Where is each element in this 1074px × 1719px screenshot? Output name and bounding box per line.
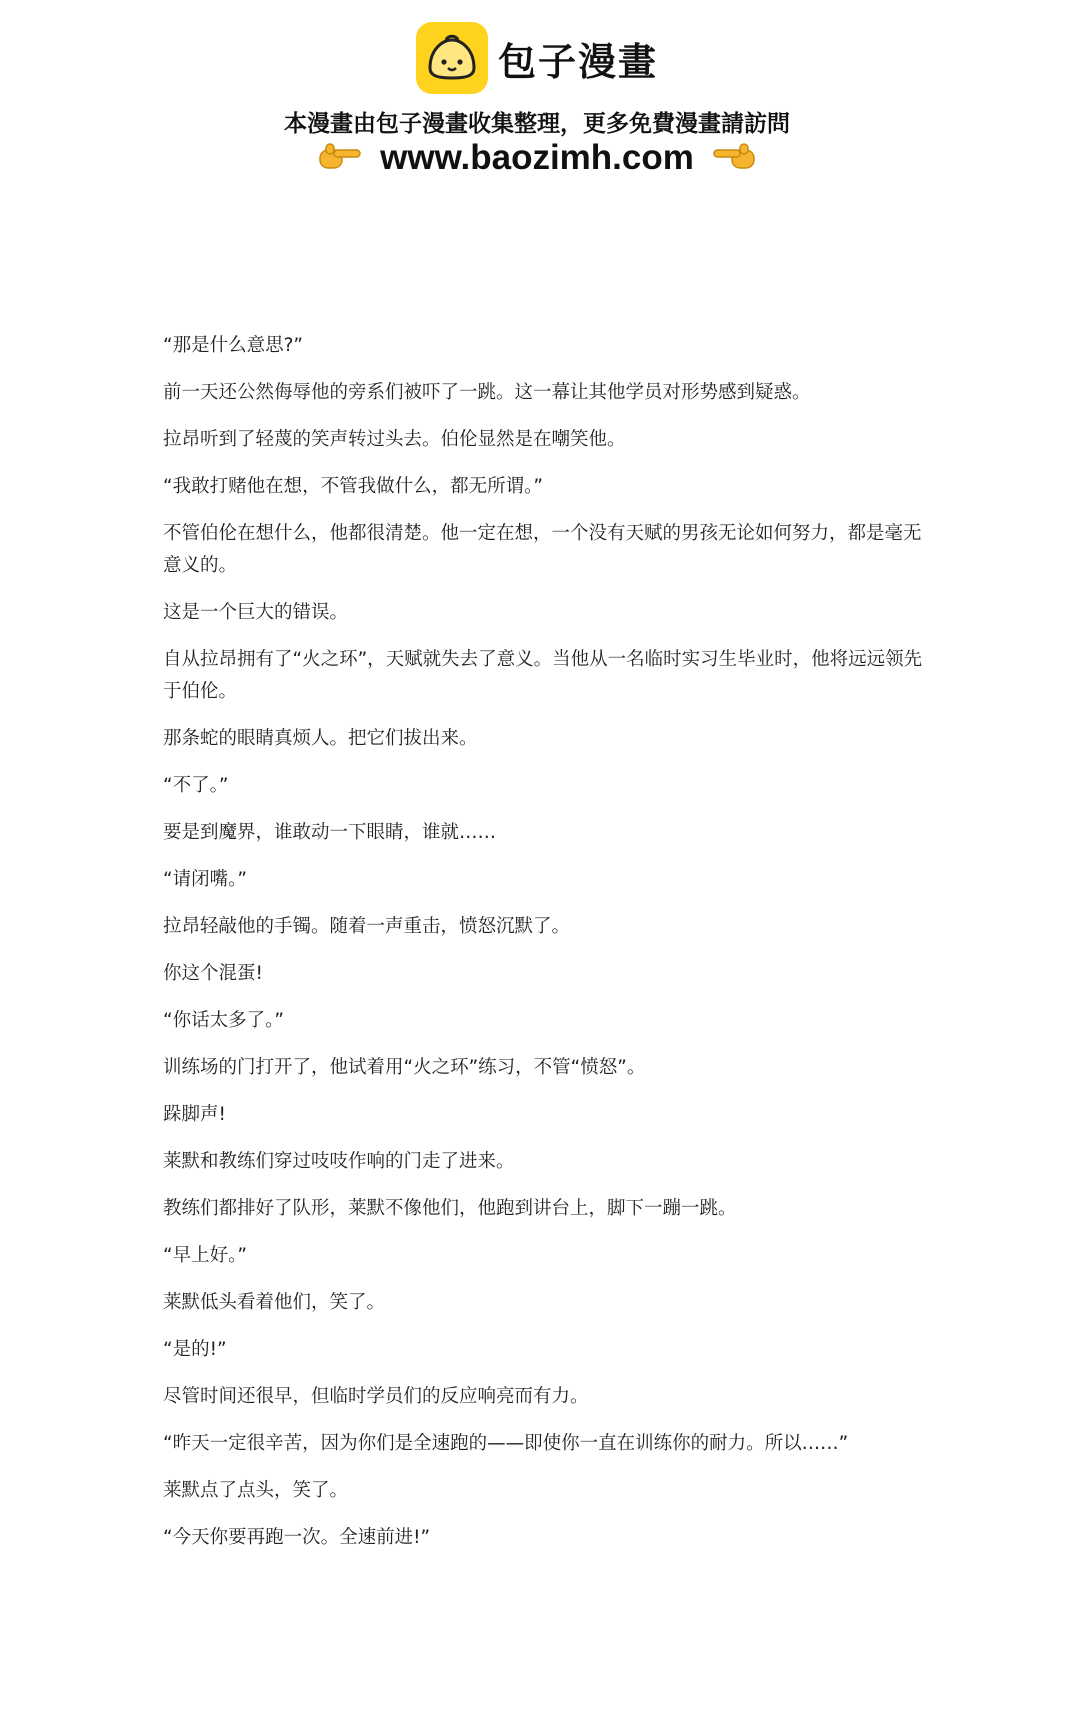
paragraph: 教练们都排好了队形，莱默不像他们，他跑到讲台上，脚下一蹦一跳。 (163, 1198, 737, 1219)
paragraph: 拉昂听到了轻蔑的笑声转过头去。伯伦显然是在嘲笑他。 (163, 429, 626, 450)
paragraph: “请闭嘴。” (163, 869, 247, 890)
paragraph: 这是一个巨大的错误。 (163, 602, 349, 623)
paragraph: 自从拉昂拥有了“火之环”，天赋就失去了意义。当他从一名临时实习生毕业时，他将远远领先于伯伦。 (163, 649, 923, 702)
paragraph: “昨天一定很辛苦，因为你们是全速跑的——即使你一直在训练你的耐力。所以……” (163, 1433, 849, 1454)
paragraph: “我敢打赌他在想，不管我做什么，都无所谓。” (163, 476, 543, 497)
paragraph: “那是什么意思?” (163, 335, 303, 356)
url-row (0, 138, 1074, 178)
paragraph: “今天你要再跑一次。全速前进!” (163, 1527, 431, 1548)
bun-face-icon (416, 22, 488, 94)
brand-name: 包子漫畫 (497, 39, 658, 84)
paragraph: 那条蛇的眼睛真烦人。把它们拔出来。 (163, 728, 478, 749)
paragraph: “早上好。” (163, 1245, 247, 1266)
paragraph: 要是到魔界，谁敢动一下眼睛，谁就…… (163, 822, 497, 843)
paragraph: 尽管时间还很早，但临时学员们的反应响亮而有力。 (163, 1386, 589, 1407)
paragraph: 跺脚声! (163, 1104, 226, 1125)
pointing-left-hand-icon (712, 140, 756, 176)
paragraph: 莱默点了点头，笑了。 (163, 1480, 349, 1501)
paragraph: 训练场的门打开了，他试着用“火之环”练习，不管“愤怒”。 (163, 1057, 646, 1078)
paragraph: 你这个混蛋! (163, 963, 263, 984)
paragraph: “不了。” (163, 775, 229, 796)
story-text (163, 330, 923, 1569)
paragraph: 不管伯伦在想什么，他都很清楚。他一定在想，一个没有天赋的男孩无论如何努力，都是毫无意义的。 (163, 523, 922, 576)
paragraph: 前一天还公然侮辱他的旁系们被吓了一跳。这一幕让其他学员对形势感到疑惑。 (163, 382, 811, 403)
paragraph: 莱默和教练们穿过吱吱作响的门走了进来。 (163, 1151, 515, 1172)
banner-tagline: 本漫畫由包子漫畫收集整理，更多免費漫畫請訪問 (284, 111, 790, 137)
paragraph: 拉昂轻敲他的手镯。随着一声重击，愤怒沉默了。 (163, 916, 571, 937)
paragraph: 莱默低头看着他们，笑了。 (163, 1292, 386, 1313)
site-url[interactable]: www.baozimh.com (380, 138, 694, 177)
paragraph: “你话太多了。” (163, 1010, 284, 1031)
pointing-right-hand-icon (318, 140, 362, 176)
site-banner (0, 0, 1074, 200)
paragraph: “是的!” (163, 1339, 227, 1360)
logo-row (0, 22, 1074, 94)
